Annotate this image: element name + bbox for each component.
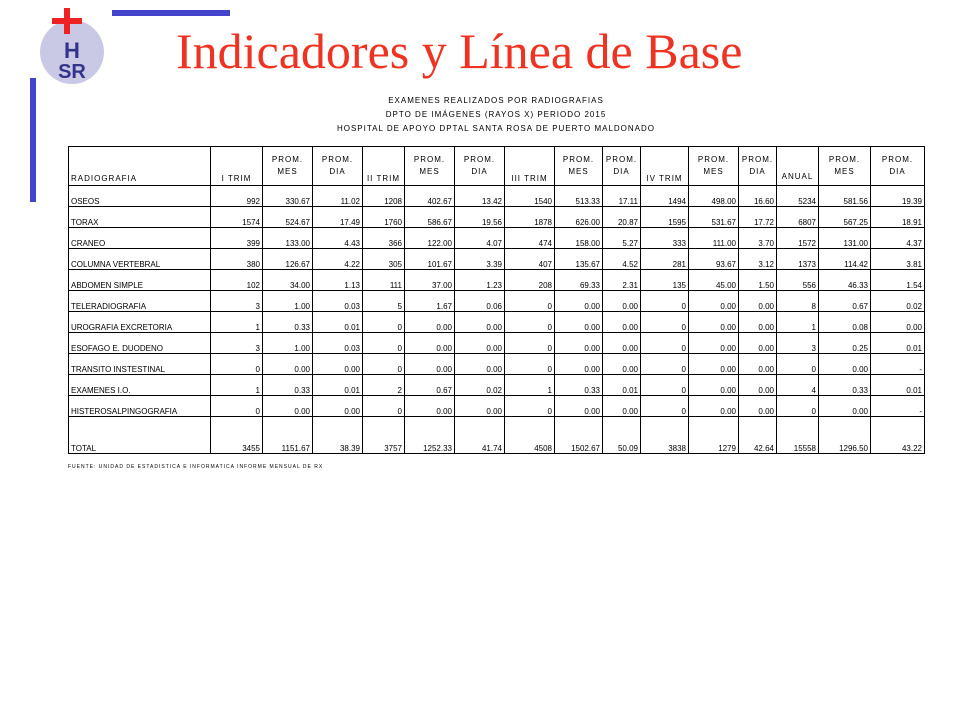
column-header-0: RADIOGRAFIA bbox=[69, 147, 211, 186]
column-header-line1: PROM. bbox=[741, 155, 774, 164]
table-cell: 3.39 bbox=[455, 249, 505, 270]
table-cell: 2 bbox=[363, 375, 405, 396]
table-cell: 0.00 bbox=[871, 312, 925, 333]
table-cell: 122.00 bbox=[405, 228, 455, 249]
table-cell: 0.00 bbox=[555, 291, 603, 312]
table-cell: 37.00 bbox=[405, 270, 455, 291]
table-cell: 0.01 bbox=[313, 375, 363, 396]
table-cell: 513.33 bbox=[555, 186, 603, 207]
table-cell: 42.64 bbox=[739, 417, 777, 454]
table-cell: 0.01 bbox=[871, 333, 925, 354]
table-cell: 1540 bbox=[505, 186, 555, 207]
table-row bbox=[69, 186, 925, 207]
slide-title: Indicadores y Línea de Base bbox=[176, 23, 743, 79]
table-cell: 3 bbox=[777, 333, 819, 354]
table-cell: 586.67 bbox=[405, 207, 455, 228]
table-cell: 0.00 bbox=[739, 396, 777, 417]
table-cell: 0.00 bbox=[739, 375, 777, 396]
column-header-2 bbox=[263, 147, 313, 186]
table-cell: 69.33 bbox=[555, 270, 603, 291]
column-header-line2: MES bbox=[834, 167, 855, 176]
table-cell: 0.00 bbox=[603, 396, 641, 417]
column-header-line1: PROM. bbox=[463, 155, 496, 164]
table-cell: 4.07 bbox=[455, 228, 505, 249]
table-cell: 380 bbox=[211, 249, 263, 270]
table-cell: 34.00 bbox=[263, 270, 313, 291]
column-header-10: IV TRIM bbox=[641, 147, 689, 186]
table-cell: 0 bbox=[641, 354, 689, 375]
table-cell: 399 bbox=[211, 228, 263, 249]
column-header-line1: PROM. bbox=[413, 155, 446, 164]
table-cell: 0 bbox=[363, 312, 405, 333]
table-cell: 0.00 bbox=[555, 312, 603, 333]
table-cell: 1.23 bbox=[455, 270, 505, 291]
table-cell: 0.00 bbox=[819, 396, 871, 417]
table-heading-1: EXAMENES REALIZADOS POR RADIOGRAFIAS bbox=[388, 96, 604, 105]
table-cell: 93.67 bbox=[689, 249, 739, 270]
table-cell: 0 bbox=[505, 396, 555, 417]
table-cell: 0.33 bbox=[555, 375, 603, 396]
table-cell: 567.25 bbox=[819, 207, 871, 228]
row-label: TORAX bbox=[69, 207, 211, 228]
column-header-6 bbox=[455, 147, 505, 186]
row-label: EXAMENES I.O. bbox=[69, 375, 211, 396]
table-cell: 330.67 bbox=[263, 186, 313, 207]
table-cell: 0.00 bbox=[689, 312, 739, 333]
table-cell: 3 bbox=[211, 291, 263, 312]
table-cell: 0.00 bbox=[405, 396, 455, 417]
row-label: ESOFAGO E. DUODENO bbox=[69, 333, 211, 354]
table-cell: 5.27 bbox=[603, 228, 641, 249]
table-cell: 0.00 bbox=[739, 333, 777, 354]
table-cell: 17.49 bbox=[313, 207, 363, 228]
table-row bbox=[69, 207, 925, 228]
row-label: OSEOS bbox=[69, 186, 211, 207]
table-cell: 0.02 bbox=[455, 375, 505, 396]
table-cell: 0.03 bbox=[313, 291, 363, 312]
accent-bar-top bbox=[112, 10, 230, 16]
table-cell: 281 bbox=[641, 249, 689, 270]
column-header-line1: PROM. bbox=[881, 155, 914, 164]
table-cell: 474 bbox=[505, 228, 555, 249]
table-cell: 0.00 bbox=[263, 354, 313, 375]
table-cell: 158.00 bbox=[555, 228, 603, 249]
column-header-1: I TRIM bbox=[211, 147, 263, 186]
table-cell: 0.00 bbox=[739, 291, 777, 312]
table-row bbox=[69, 333, 925, 354]
table-cell: 4.52 bbox=[603, 249, 641, 270]
table-cell: 1878 bbox=[505, 207, 555, 228]
table-cell: 208 bbox=[505, 270, 555, 291]
table-cell: 6807 bbox=[777, 207, 819, 228]
table-cell: 1494 bbox=[641, 186, 689, 207]
column-header-line1: PROM. bbox=[321, 155, 354, 164]
table-cell: 45.00 bbox=[689, 270, 739, 291]
column-header-3 bbox=[313, 147, 363, 186]
table-cell: 0.00 bbox=[739, 354, 777, 375]
table-cell: 1296.50 bbox=[819, 417, 871, 454]
table-cell: 1595 bbox=[641, 207, 689, 228]
table-cell: 1373 bbox=[777, 249, 819, 270]
table-heading-2: DPTO DE IMÁGENES (RAYOS X) PERIODO 2015 bbox=[385, 110, 607, 119]
column-header-8 bbox=[555, 147, 603, 186]
column-header-line2: MES bbox=[419, 167, 440, 176]
table-cell: 1760 bbox=[363, 207, 405, 228]
table-cell: 0.33 bbox=[819, 375, 871, 396]
radiography-table bbox=[68, 146, 925, 454]
table-cell: 41.74 bbox=[455, 417, 505, 454]
table-cell: 5 bbox=[363, 291, 405, 312]
table-cell: 1.00 bbox=[263, 333, 313, 354]
column-header-line1: PROM. bbox=[271, 155, 304, 164]
table-cell: 0 bbox=[363, 333, 405, 354]
table-row bbox=[69, 249, 925, 270]
table-cell: 0.00 bbox=[819, 354, 871, 375]
table-cell: 556 bbox=[777, 270, 819, 291]
hospital-logo bbox=[30, 6, 110, 86]
table-row bbox=[69, 396, 925, 417]
table-cell: 498.00 bbox=[689, 186, 739, 207]
table-cell: 5234 bbox=[777, 186, 819, 207]
table-cell: 111.00 bbox=[689, 228, 739, 249]
row-label: UROGRAFIA EXCRETORIA bbox=[69, 312, 211, 333]
column-header-line2: DIA bbox=[471, 167, 488, 176]
table-cell: - bbox=[871, 354, 925, 375]
table-cell: 50.09 bbox=[603, 417, 641, 454]
table-cell: 1 bbox=[777, 312, 819, 333]
table-cell: 0.08 bbox=[819, 312, 871, 333]
row-label: TELERADIOGRAFIA bbox=[69, 291, 211, 312]
table-cell: 17.72 bbox=[739, 207, 777, 228]
table-cell: 3757 bbox=[363, 417, 405, 454]
row-label: TRANSITO INSTESTINAL bbox=[69, 354, 211, 375]
table-cell: 0.00 bbox=[739, 312, 777, 333]
table-cell: 407 bbox=[505, 249, 555, 270]
column-header-7: III TRIM bbox=[505, 147, 555, 186]
column-header-11 bbox=[689, 147, 739, 186]
table-cell: 581.56 bbox=[819, 186, 871, 207]
column-header-line2: DIA bbox=[889, 167, 906, 176]
table-cell: 16.60 bbox=[739, 186, 777, 207]
table-cell: 19.56 bbox=[455, 207, 505, 228]
table-cell: 3.12 bbox=[739, 249, 777, 270]
table-cell: 0.00 bbox=[555, 333, 603, 354]
row-label: TOTAL bbox=[69, 417, 211, 454]
table-cell: 1 bbox=[211, 375, 263, 396]
column-header-line2: MES bbox=[568, 167, 589, 176]
table-cell: 46.33 bbox=[819, 270, 871, 291]
table-cell: 20.87 bbox=[603, 207, 641, 228]
table-cell: 0.00 bbox=[455, 333, 505, 354]
logo-letters-sr: SR bbox=[58, 61, 86, 83]
table-cell: 0.00 bbox=[689, 333, 739, 354]
table-cell: 1574 bbox=[211, 207, 263, 228]
table-cell: 0 bbox=[505, 312, 555, 333]
table-cell: 131.00 bbox=[819, 228, 871, 249]
table-cell: 0.00 bbox=[555, 354, 603, 375]
column-header-line1: PROM. bbox=[605, 155, 638, 164]
logo-cross-horizontal bbox=[52, 18, 82, 24]
table-cell: 0 bbox=[777, 396, 819, 417]
table-cell: 0.00 bbox=[603, 291, 641, 312]
table-cell: 992 bbox=[211, 186, 263, 207]
table-cell: 0 bbox=[211, 354, 263, 375]
table-cell: 626.00 bbox=[555, 207, 603, 228]
table-cell: 43.22 bbox=[871, 417, 925, 454]
table-cell: 0 bbox=[641, 396, 689, 417]
table-cell: 402.67 bbox=[405, 186, 455, 207]
table-cell: 1.13 bbox=[313, 270, 363, 291]
table-cell: 0.00 bbox=[455, 312, 505, 333]
table-cell: 0.00 bbox=[263, 396, 313, 417]
table-cell: 0.00 bbox=[689, 291, 739, 312]
table-cell: 0 bbox=[641, 291, 689, 312]
table-cell: 0.00 bbox=[405, 333, 455, 354]
table-cell: 0.00 bbox=[405, 312, 455, 333]
table-cell: 135 bbox=[641, 270, 689, 291]
table-cell: 1252.33 bbox=[405, 417, 455, 454]
column-header-4: II TRIM bbox=[363, 147, 405, 186]
table-cell: 0.00 bbox=[313, 354, 363, 375]
table-cell: 1.67 bbox=[405, 291, 455, 312]
table-cell: 0 bbox=[505, 354, 555, 375]
table-cell: 4.37 bbox=[871, 228, 925, 249]
table-cell: 19.39 bbox=[871, 186, 925, 207]
table-cell: 102 bbox=[211, 270, 263, 291]
table-heading-3: HOSPITAL DE APOYO DPTAL SANTA ROSA DE PUERTO MALDONADO bbox=[336, 124, 656, 133]
table-cell: 0.06 bbox=[455, 291, 505, 312]
table-cell: 305 bbox=[363, 249, 405, 270]
table-cell: 1279 bbox=[689, 417, 739, 454]
table-cell: 0.00 bbox=[455, 354, 505, 375]
table-row bbox=[69, 375, 925, 396]
table-cell: 1208 bbox=[363, 186, 405, 207]
table-cell: 0.01 bbox=[603, 375, 641, 396]
row-label: CRANEO bbox=[69, 228, 211, 249]
table-cell: 3838 bbox=[641, 417, 689, 454]
table-cell: - bbox=[871, 396, 925, 417]
table-cell: 2.31 bbox=[603, 270, 641, 291]
table-cell: 0 bbox=[505, 291, 555, 312]
table-cell: 1 bbox=[505, 375, 555, 396]
table-cell: 0.00 bbox=[603, 312, 641, 333]
table-cell: 333 bbox=[641, 228, 689, 249]
table-cell: 3.81 bbox=[871, 249, 925, 270]
column-header-line2: MES bbox=[703, 167, 724, 176]
table-cell: 0.03 bbox=[313, 333, 363, 354]
table-cell: 0 bbox=[363, 354, 405, 375]
table-cell: 0 bbox=[777, 354, 819, 375]
table-cell: 0.00 bbox=[405, 354, 455, 375]
column-header-line2: DIA bbox=[613, 167, 630, 176]
table-cell: 0.00 bbox=[603, 354, 641, 375]
table-cell: 0 bbox=[211, 396, 263, 417]
column-header-line1: PROM. bbox=[562, 155, 595, 164]
table-cell: 126.67 bbox=[263, 249, 313, 270]
table-cell: 0 bbox=[363, 396, 405, 417]
table-cell: 0.02 bbox=[871, 291, 925, 312]
table-cell: 135.67 bbox=[555, 249, 603, 270]
table-cell: 0.01 bbox=[313, 312, 363, 333]
table-cell: 4.43 bbox=[313, 228, 363, 249]
table-cell: 0.00 bbox=[603, 333, 641, 354]
table-cell: 1.54 bbox=[871, 270, 925, 291]
table-cell: 3.70 bbox=[739, 228, 777, 249]
table-cell: 0.00 bbox=[313, 396, 363, 417]
table-cell: 17.11 bbox=[603, 186, 641, 207]
table-cell: 11.02 bbox=[313, 186, 363, 207]
table-cell: 0.01 bbox=[871, 375, 925, 396]
column-header-5 bbox=[405, 147, 455, 186]
table-row bbox=[69, 354, 925, 375]
table-cell: 1.50 bbox=[739, 270, 777, 291]
table-cell: 0 bbox=[641, 312, 689, 333]
table-cell: 0.00 bbox=[689, 375, 739, 396]
table-row bbox=[69, 270, 925, 291]
table-cell: 531.67 bbox=[689, 207, 739, 228]
table-cell: 0 bbox=[505, 333, 555, 354]
table-cell: 38.39 bbox=[313, 417, 363, 454]
column-header-line2: DIA bbox=[749, 167, 766, 176]
column-header-15 bbox=[871, 147, 925, 186]
table-cell: 4.22 bbox=[313, 249, 363, 270]
table-row bbox=[69, 291, 925, 312]
column-header-line2: DIA bbox=[329, 167, 346, 176]
column-header-14 bbox=[819, 147, 871, 186]
table-cell: 18.91 bbox=[871, 207, 925, 228]
table-cell: 0.25 bbox=[819, 333, 871, 354]
table-cell: 524.67 bbox=[263, 207, 313, 228]
table-cell: 0.33 bbox=[263, 312, 313, 333]
table-cell: 1.00 bbox=[263, 291, 313, 312]
table-cell: 111 bbox=[363, 270, 405, 291]
table-cell: 15558 bbox=[777, 417, 819, 454]
table-cell: 0.67 bbox=[819, 291, 871, 312]
table-cell: 4508 bbox=[505, 417, 555, 454]
table-cell: 3455 bbox=[211, 417, 263, 454]
table-cell: 0 bbox=[641, 333, 689, 354]
table-cell: 13.42 bbox=[455, 186, 505, 207]
table-row bbox=[69, 312, 925, 333]
table-cell: 4 bbox=[777, 375, 819, 396]
table-body bbox=[69, 186, 925, 454]
accent-bar-left bbox=[30, 78, 36, 202]
table-cell: 3 bbox=[211, 333, 263, 354]
column-header-9 bbox=[603, 147, 641, 186]
table-cell: 1 bbox=[211, 312, 263, 333]
table-cell: 0.33 bbox=[263, 375, 313, 396]
table-cell: 114.42 bbox=[819, 249, 871, 270]
table-cell: 1572 bbox=[777, 228, 819, 249]
row-label: COLUMNA VERTEBRAL bbox=[69, 249, 211, 270]
column-header-line1: PROM. bbox=[697, 155, 730, 164]
table-header-row bbox=[69, 147, 925, 186]
table-cell: 0 bbox=[641, 375, 689, 396]
table-cell: 0.00 bbox=[689, 396, 739, 417]
table-cell: 1502.67 bbox=[555, 417, 603, 454]
table-cell: 133.00 bbox=[263, 228, 313, 249]
table-cell: 101.67 bbox=[405, 249, 455, 270]
table-cell: 366 bbox=[363, 228, 405, 249]
column-header-12 bbox=[739, 147, 777, 186]
table-cell: 8 bbox=[777, 291, 819, 312]
row-label: HISTEROSALPINGOGRAFIA bbox=[69, 396, 211, 417]
column-header-13: ANUAL bbox=[777, 147, 819, 186]
logo-letter-h: H bbox=[64, 38, 80, 63]
total-row bbox=[69, 417, 925, 454]
table-cell: 0.00 bbox=[455, 396, 505, 417]
source-footnote: FUENTE: UNIDAD DE ESTADISTICA E INFORMATICA INFORME MENSUAL DE RX bbox=[68, 464, 324, 470]
row-label: ABDOMEN SIMPLE bbox=[69, 270, 211, 291]
table-cell: 0.00 bbox=[689, 354, 739, 375]
table-cell: 1151.67 bbox=[263, 417, 313, 454]
table-cell: 0.67 bbox=[405, 375, 455, 396]
table-cell: 0.00 bbox=[555, 396, 603, 417]
column-header-line1: PROM. bbox=[828, 155, 861, 164]
table-row bbox=[69, 228, 925, 249]
column-header-line2: MES bbox=[277, 167, 298, 176]
